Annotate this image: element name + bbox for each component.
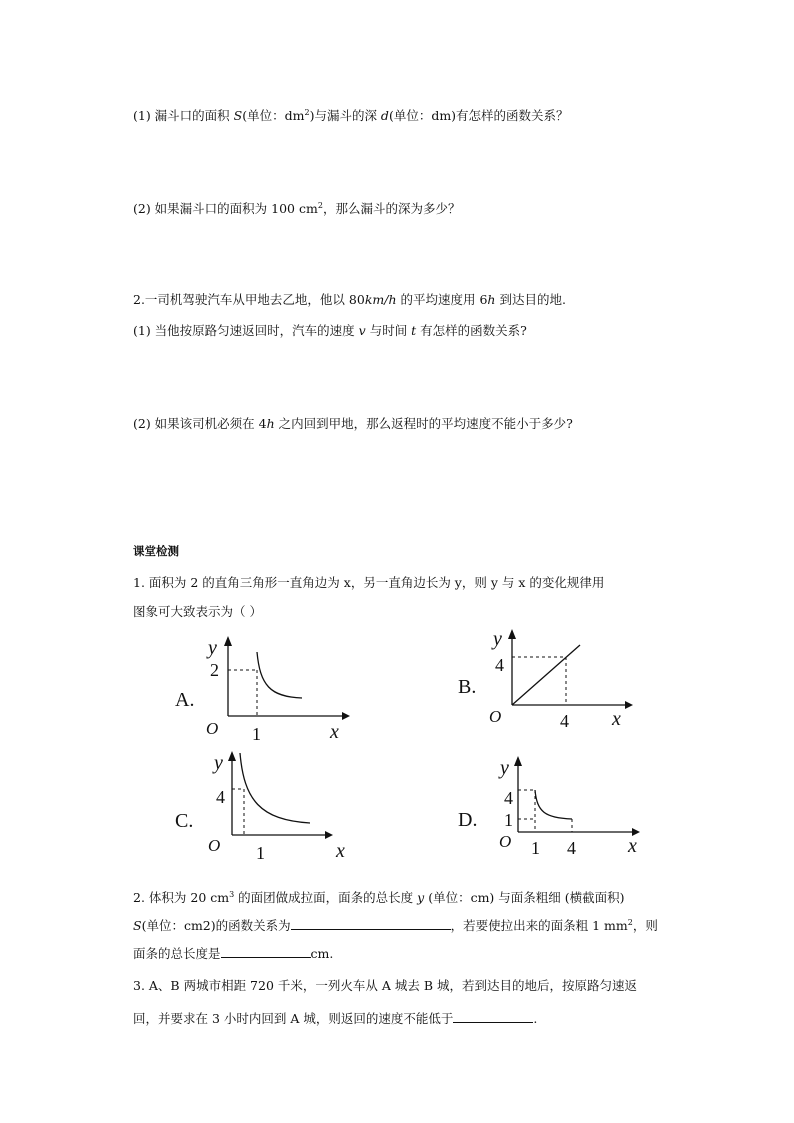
c2-line2: S(单位：cm2)的函数关系为 ，若要使拉出来的面条粗 1 $mm^2$，则 bbox=[133, 918, 658, 934]
c1-line2: 图象可大致表示为（ ） bbox=[133, 604, 262, 619]
graph-c-origin: O bbox=[208, 836, 221, 855]
graph-b-x-tick: 4 bbox=[560, 711, 569, 731]
graph-c-x-arrow bbox=[325, 831, 333, 839]
graph-d-x-tick-1: 1 bbox=[531, 838, 540, 858]
q2-stem: 2.一司机驾驶汽车从甲地去乙地，他以 80km/h 的平均速度用 6h 到达目的地. bbox=[133, 292, 566, 307]
graph-c-y-arrow bbox=[228, 751, 236, 761]
graph-c-y-label: y bbox=[214, 752, 223, 774]
q1-part2: (2) 如果漏斗口的面积为 100 $cm^2$，那么漏斗的深为多少？ bbox=[133, 201, 461, 217]
c3-blank-speed[interactable] bbox=[453, 1010, 533, 1023]
graph-b-origin: O bbox=[489, 707, 502, 726]
graph-d-origin: O bbox=[499, 832, 512, 851]
section-title: 课堂检测 bbox=[133, 544, 179, 558]
c2-line1: 2. 体积为 20 $cm^3$ 的面团做成拉面，面条的总长度 y (单位：cm) 与面条粗细 (横截面积) bbox=[133, 890, 625, 906]
graph-a-y-arrow bbox=[224, 636, 232, 646]
c3-line1: 3. A、B 两城市相距 720 千米，一列火车从 A 城去 B 城，若到达目的地后，按原路匀速返 bbox=[133, 978, 637, 993]
graph-a-origin: O bbox=[206, 719, 219, 738]
graph-b-x-label: x bbox=[612, 708, 621, 730]
graph-b-y-arrow bbox=[508, 629, 516, 639]
graph-c-x-label: x bbox=[336, 840, 345, 862]
graph-a-y-label: y bbox=[208, 637, 217, 659]
c2-blank-function[interactable] bbox=[291, 917, 451, 930]
c2-line3: 面条的总长度是 cm. bbox=[133, 946, 334, 961]
graph-a-y-tick: 2 bbox=[210, 660, 219, 680]
graph-d-y-label: y bbox=[500, 757, 509, 779]
graph-c-label: C. bbox=[175, 810, 194, 832]
graph-d-y-tick-1: 1 bbox=[504, 810, 513, 830]
graph-b-y-tick: 4 bbox=[495, 655, 504, 675]
c2-blank-length[interactable] bbox=[221, 945, 311, 958]
graph-b-label: B. bbox=[458, 676, 477, 698]
graph-a-x-label: x bbox=[330, 721, 339, 743]
q1-part1: (1) 漏斗口的面积 S(单位：$dm^2$)与漏斗的深 d(单位：dm)有怎样的函数关系？ bbox=[133, 108, 569, 124]
graph-b-x-arrow bbox=[625, 701, 633, 709]
graph-b bbox=[455, 625, 645, 745]
c1-line1: 1. 面积为 2 的直角三角形一直角边为 x，另一直角边长为 y，则 y 与 x 的变化规律用 bbox=[133, 575, 605, 590]
graph-a-x-arrow bbox=[342, 712, 350, 720]
graph-c-x-tick: 1 bbox=[256, 843, 265, 863]
graph-c-curve bbox=[240, 753, 310, 823]
graph-d-x-label: x bbox=[628, 835, 637, 857]
q2-part2: (2) 如果该司机必须在 4h 之内回到甲地，那么返程时的平均速度不能小于多少? bbox=[133, 416, 573, 431]
q2-part1: (1) 当他按原路匀速返回时，汽车的速度 v 与时间 t 有怎样的函数关系? bbox=[133, 323, 527, 338]
graph-d-y-tick-4: 4 bbox=[504, 788, 513, 808]
graph-b-y-label: y bbox=[493, 628, 502, 650]
graph-b-line bbox=[512, 645, 580, 705]
graph-c-y-tick: 4 bbox=[216, 787, 225, 807]
graph-d-y-arrow bbox=[514, 756, 522, 766]
graph-a bbox=[170, 630, 360, 750]
graph-d-label: D. bbox=[458, 809, 478, 831]
graph-a-label: A. bbox=[175, 689, 195, 711]
graph-d-curve bbox=[535, 790, 572, 819]
graph-c bbox=[170, 745, 360, 865]
graph-a-x-tick: 1 bbox=[252, 724, 261, 744]
graph-a-curve bbox=[257, 652, 302, 698]
c3-line2: 回，并要求在 3 小时内回到 A 城，则返回的速度不能低于 . bbox=[133, 1011, 538, 1026]
graph-d-x-tick-4: 4 bbox=[567, 838, 576, 858]
graph-d bbox=[455, 752, 650, 862]
